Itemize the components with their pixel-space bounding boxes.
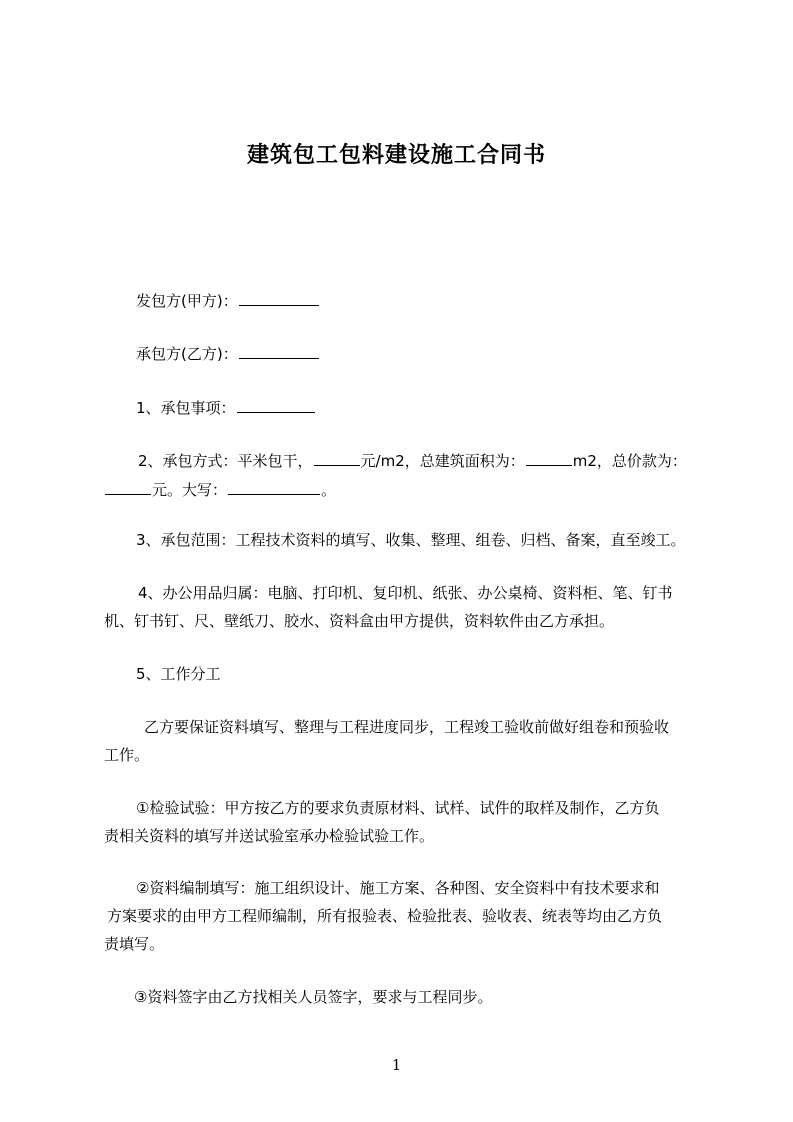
item-2-part-2: 元/m2，总建筑面积为： xyxy=(360,452,525,470)
item-1-blank xyxy=(237,397,315,413)
unit-price-blank xyxy=(314,450,360,466)
area-blank xyxy=(526,450,572,466)
document-title: 建筑包工包料建设施工合同书 xyxy=(246,143,546,168)
party-a-blank xyxy=(239,290,319,306)
para-2-line-2: 责相关资料的填写并送试验室承办检验试验工作。 xyxy=(104,827,435,845)
item-1-label: 1、承包事项： xyxy=(136,399,236,417)
party-b-line xyxy=(104,338,756,370)
amount-in-words-blank xyxy=(228,479,320,495)
para-2-line-1: ①检验试验：甲方按乙方的要求负责原材料、试样、试件的取样及制作，乙方负 xyxy=(136,799,660,817)
item-4-line-1: 4、办公用品归属：电脑、打印机、复印机、纸张、办公桌椅、资料柜、笔、钉书 xyxy=(138,584,673,602)
item-2-part-5: 。 xyxy=(321,481,337,499)
item-5-line: 5、工作分工 xyxy=(136,665,221,683)
party-b-blank xyxy=(239,343,319,359)
page-number: 1 xyxy=(391,1056,402,1074)
total-price-blank xyxy=(105,479,151,495)
party-b-label: 承包方(乙方)： xyxy=(136,345,238,363)
item-2-part-4: 元。大写： xyxy=(152,481,228,499)
item-2-line-1 xyxy=(104,445,758,477)
para-4-line: ③资料签字由乙方找相关人员签字，要求与工程同步。 xyxy=(134,988,493,1006)
para-3-line-1: ②资料编制填写：施工组织设计、施工方案、各种图、安全资料中有技术要求和 xyxy=(136,879,660,897)
para-3-line-2: 方案要求的由甲方工程师编制，所有报验表、检验批表、验收表、统表等均由乙方负 xyxy=(107,907,663,925)
item-2-part-1: 2、承包方式：平米包干， xyxy=(138,452,313,470)
party-a-label: 发包方(甲方)： xyxy=(136,292,238,310)
item-4-line-2: 机、钉书钉、尺、壁纸刀、胶水、资料盒由甲方提供，资料软件由乙方承担。 xyxy=(104,612,615,630)
para-3-line-3: 责填写。 xyxy=(104,935,165,953)
party-a-line xyxy=(104,285,756,317)
item-3-line: 3、承包范围：工程技术资料的填写、收集、整理、组卷、归档、备案，直至竣工。 xyxy=(136,531,686,549)
item-2-line-2 xyxy=(104,474,724,506)
para-1-line-2: 工作。 xyxy=(104,746,150,764)
para-1-line-1: 乙方要保证资料填写、整理与工程进度同步，工程竣工验收前做好组卷和预验收 xyxy=(144,718,670,736)
item-2-part-3: m2，总价款为： xyxy=(572,452,687,470)
item-1-line xyxy=(104,392,756,424)
